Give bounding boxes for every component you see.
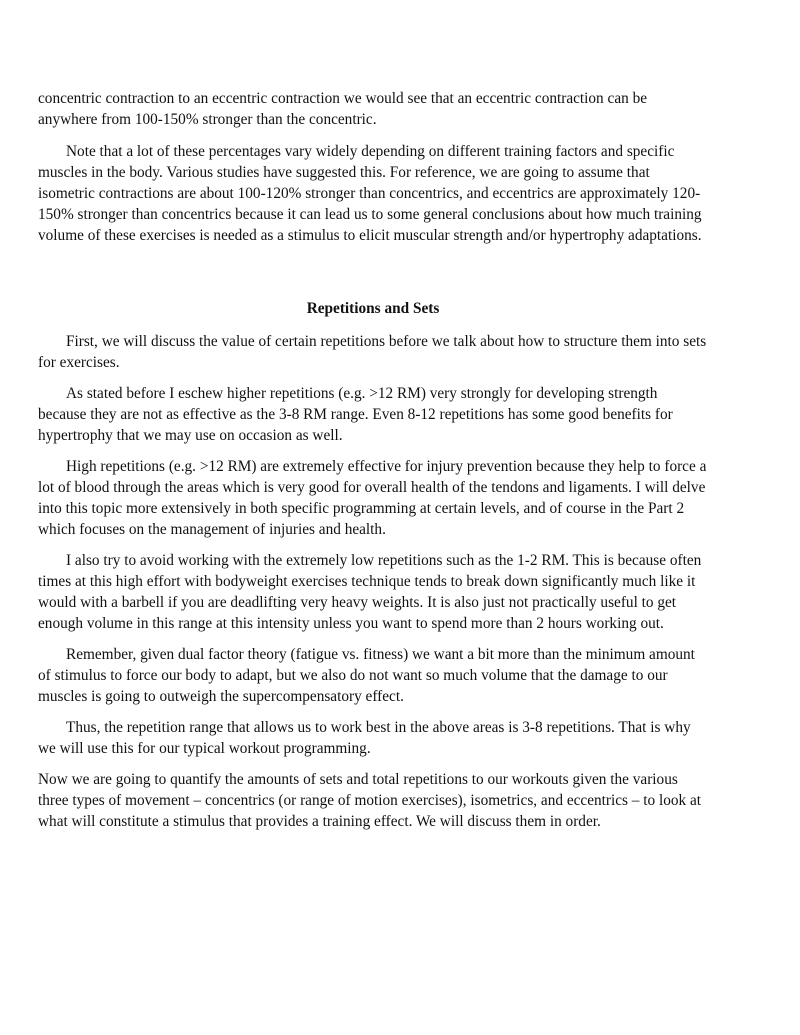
paragraph-higher-repetitions: As stated before I eschew higher repetitions (e.g. >12 RM) very strongly for developing strength because they are not as effective as the 3-8 RM range. Even 8-12 repetitions has some good benefits for hypertrophy that we may use on occasion as well.	[38, 385, 673, 444]
paragraph-repetition-range: Thus, the repetition range that allows us to work best in the above areas is 3-8 repetitions. That is why we will use this for our typical workout programming.	[38, 719, 691, 757]
paragraph-dual-factor-theory: Remember, given dual factor theory (fatigue vs. fitness) we want a bit more than the minimum amount of stimulus to force our body to adapt, but we also do not want so much volume that the damage to our muscles is going to outweigh the supercompensatory effect.	[38, 646, 695, 705]
paragraph-repetitions-intro: First, we will discuss the value of certain repetitions before we talk about how to structure them into sets for exercises.	[38, 333, 707, 371]
section-heading: Repetitions and Sets	[306, 300, 440, 317]
paragraph-percentages-note: Note that a lot of these percentages vary widely depending on different training factors and specific muscles in the body. Various studies have suggested this. For reference, we are going to assume that isometric contractions are about 100-120% stronger than concentrics, and eccentrics are approximately 120-150% stronger than concentrics because it can lead us to some general conclusions about how much training volume of these exercises is needed as a stimulus to elicit muscular strength and/or hypertrophy adaptations.	[38, 143, 702, 244]
paragraph-continuation: concentric contraction to an eccentric contraction we would see that an eccentric contraction can be anywhere from 100-150% stronger than the concentric.	[38, 90, 648, 128]
paragraph-sets-quantification: Now we are going to quantify the amounts of sets and total repetitions to our workouts given the various three types of movement – concentrics (or range of motion exercises), isometrics, and eccentrics – to look at what will constitute a stimulus that provides a training effect. We will discuss them in order.	[38, 771, 702, 830]
document-page	[38, 88, 708, 842]
paragraph-low-repetitions: I also try to avoid working with the extremely low repetitions such as the 1-2 RM. This is because often times at this high effort with bodyweight exercises technique tends to break down significantly much like it would with a barbell if you are deadlifting very heavy weights. It is also just not practically useful to get enough volume in this range at this intensity unless you want to spend more than 2 hours working out.	[38, 552, 702, 632]
paragraph-injury-prevention: High repetitions (e.g. >12 RM) are extremely effective for injury prevention because they help to force a lot of blood through the areas which is very good for overall health of the tendons and ligaments. I will delve into this topic more extensively in both specific programming at certain levels, and of course in the Part 2 which focuses on the management of injuries and health.	[38, 458, 707, 538]
